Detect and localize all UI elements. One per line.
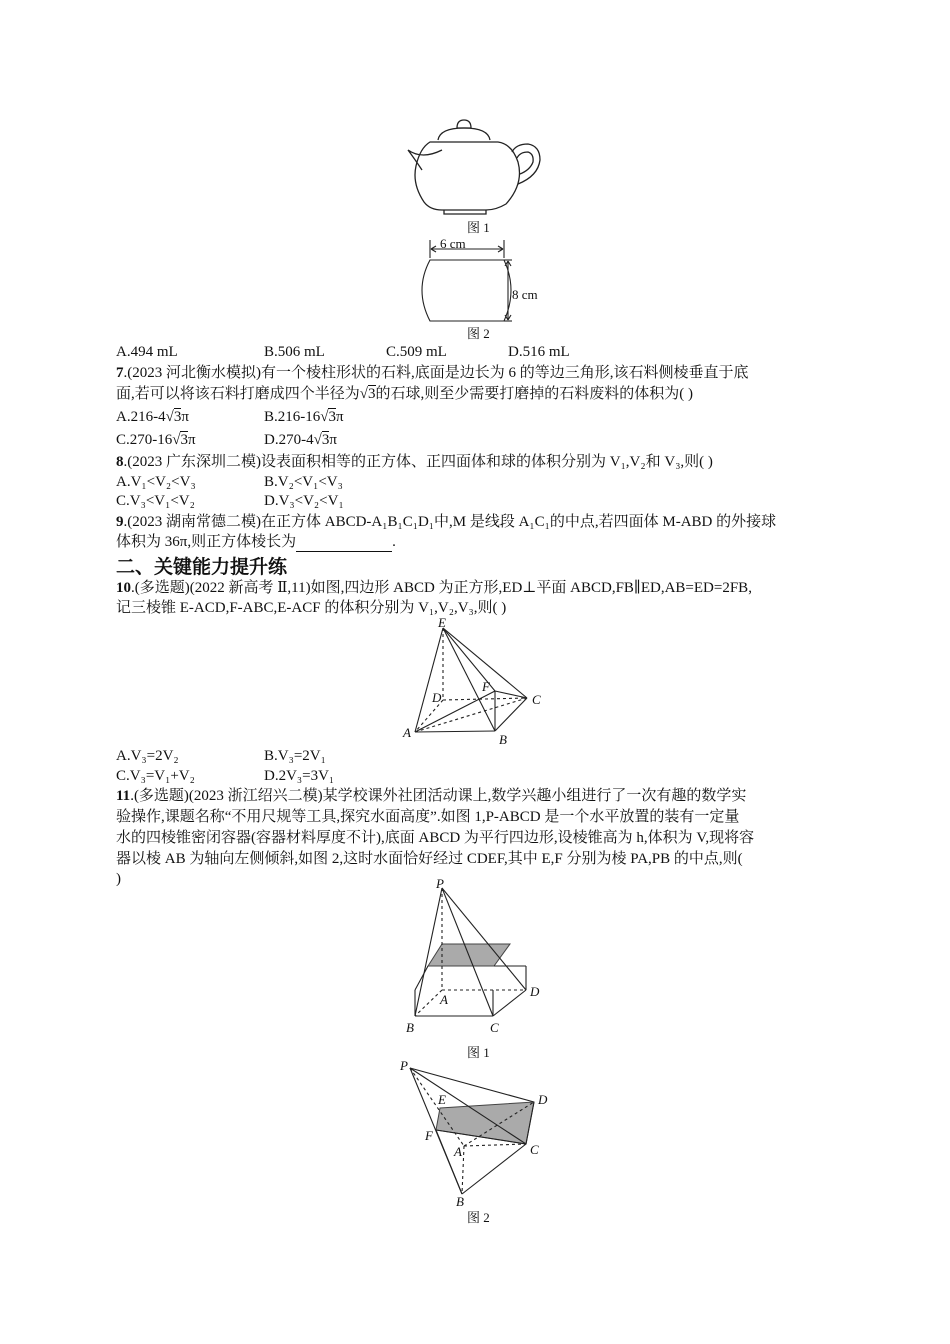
label-b: B (406, 1020, 414, 1035)
label-c: C (532, 692, 541, 707)
label-d: D (432, 690, 442, 705)
q10-line-2: 记三棱锥 E-ACD,F-ABC,E-ACF 的体积分别为 V₁,V₂,V₃,则( ) (116, 600, 507, 616)
label-c: C (530, 1142, 539, 1157)
q11-line-1: 11.(多选题)(2023 浙江绍兴二模)某学校课外社团活动课上,数学兴趣小组进行了一次有趣的数学实 (116, 788, 747, 804)
q7-number: 7 (116, 365, 124, 381)
q11-figure-2 (396, 1058, 566, 1210)
height-label: 8 cm (512, 287, 538, 302)
q7-option-c: C.270-16√3π (116, 432, 196, 448)
answer-blank[interactable] (296, 536, 392, 552)
label-p: P (436, 876, 444, 891)
label-c: C (490, 1020, 499, 1035)
q8-stem: 8.(2023 广东深圳二模)设表面积相等的正方体、正四面体和球的体积分别为 V₁,V₂和 V₃,则( ) (116, 454, 713, 470)
q10-pyramid-figure (400, 614, 560, 749)
label-a: A (403, 725, 411, 740)
q9-line-2: 体积为 36π,则正方体棱长为 . (116, 534, 396, 550)
q11-figure-1-caption: 图 1 (467, 1045, 490, 1060)
q10-option-a: A.V₃=2V₂ (116, 748, 179, 764)
q6-option-b: B.506 mL (264, 344, 325, 360)
q11-line-3: 水的四棱锥密闭容器(容器材料厚度不计),底面 ABCD 为平行四边形,设棱锥高为 h,体积为 V,现将容 (116, 830, 755, 846)
q7-option-a: A.216-4√3π (116, 409, 189, 425)
label-e: E (438, 615, 446, 630)
cylinder-shape (422, 260, 511, 321)
teapot-figure (400, 114, 550, 234)
teapot-body (415, 142, 520, 210)
q8-option-d: D.V₃<V₂<V₁ (264, 493, 344, 509)
width-label: 6 cm (440, 236, 466, 251)
label-b: B (456, 1194, 464, 1209)
q11-line-2: 验操作,课题名称“不用尺规等工具,探究水面高度”.如图 1,P-ABCD 是一个水平放置的装有一定量 (116, 809, 740, 825)
q6-option-a: A.494 mL (116, 344, 178, 360)
q8-option-a: A.V₁<V₂<V₃ (116, 474, 196, 490)
label-a: A (440, 992, 448, 1007)
q8-option-c: C.V₃<V₁<V₂ (116, 493, 195, 509)
q6-option-c: C.509 mL (386, 344, 447, 360)
q11-line-4: 器以棱 AB 为轴向左侧倾斜,如图 2,这时水面恰好经过 CDEF,其中 E,F 分别为棱 PA,PB 的中点,则( (116, 851, 743, 867)
label-p: P (400, 1058, 408, 1073)
q9-line-1: 9.(2023 湖南常德二模)在正方体 ABCD-A₁B₁C₁D₁中,M 是线段 A₁C₁的中点,若四面体 M-ABD 的外接球 (116, 514, 777, 530)
teapot-lid (438, 128, 490, 140)
q7-option-d: D.270-4√3π (264, 432, 337, 448)
q8-option-b: B.V₂<V₁<V₃ (264, 474, 343, 490)
q7-option-b: B.216-16√3π (264, 409, 344, 425)
teapot-spout (408, 150, 442, 170)
sqrt-symbol: √ (359, 386, 368, 402)
q10-option-d: D.2V₃=3V₁ (264, 768, 335, 784)
label-d: D (530, 984, 540, 999)
label-d: D (538, 1092, 548, 1107)
q7-line-1: 7.(2023 河北衡水模拟)有一个棱柱形状的石料,底面是边长为 6 的等边三角形,该石料侧棱垂直于底 (116, 365, 749, 381)
q7-line-2: 面,若可以将该石料打磨成四个半径为√3的石球,则至少需要打磨掉的石料废料的体积为( ) (116, 386, 693, 402)
label-f: F (482, 679, 490, 694)
q11-line-5: ) (116, 871, 121, 887)
q11-figure-2-caption: 图 2 (467, 1210, 490, 1225)
q6-option-d: D.516 mL (508, 344, 570, 360)
label-a: A (454, 1144, 462, 1159)
figure-1-caption: 图 1 (467, 220, 490, 235)
q10-option-c: C.V₃=V₁+V₂ (116, 768, 195, 784)
label-f: F (425, 1128, 433, 1143)
teapot-handle (512, 144, 540, 184)
label-e: E (438, 1092, 446, 1107)
section-title: 二、关键能力提升练 (116, 556, 288, 578)
teapot-knob (457, 120, 471, 128)
q10-line-1: 10.(多选题)(2022 新高考 Ⅱ,11)如图,四边形 ABCD 为正方形,ED⊥平面 ABCD,FB∥ED,AB=ED=2FB, (116, 580, 752, 596)
q10-option-b: B.V₃=2V₁ (264, 748, 326, 764)
figure-2-caption: 图 2 (467, 326, 490, 341)
label-b: B (499, 732, 507, 747)
q11-figure-1 (398, 876, 558, 1046)
teapot-dimension-figure (404, 232, 554, 327)
